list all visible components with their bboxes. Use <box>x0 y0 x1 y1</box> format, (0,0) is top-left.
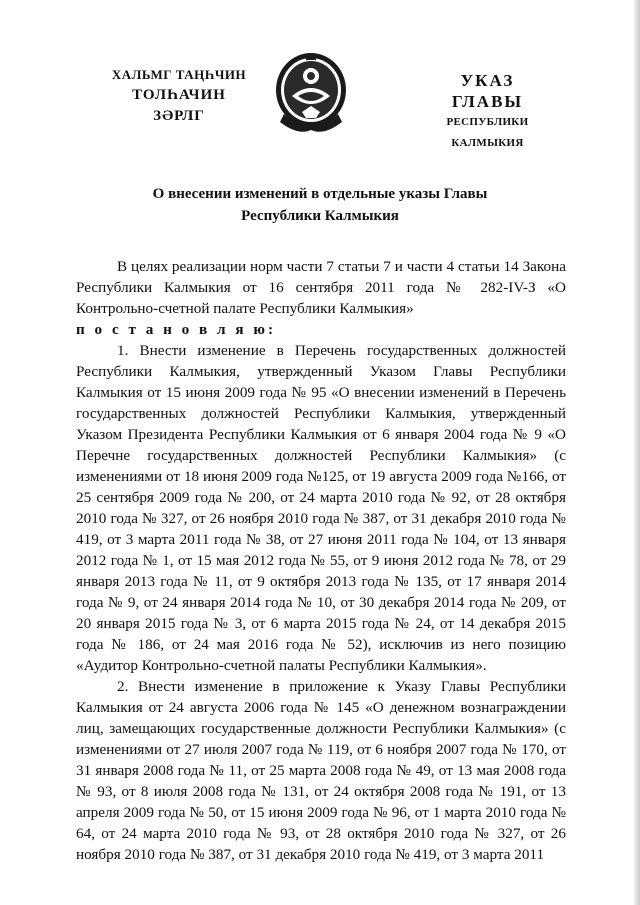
header-glavy: ГЛАВЫ <box>451 92 524 111</box>
title-line2: Республики Калмыкия <box>241 208 399 224</box>
header-russian <box>410 70 565 154</box>
header-kalmyk <box>104 64 254 127</box>
document-body <box>76 256 566 865</box>
document-title <box>110 183 530 227</box>
header-kalmyk-line1: ХАЛЬМГ ТАҢҺЧИН <box>111 67 247 82</box>
header-ukaz: УКАЗ <box>460 71 515 90</box>
item-1-paragraph: 1. Внести изменение в Перечень государственных должностей Республики Калмыкия, утвержденный Указом Главы Республики Калмыкия от 15 июня 2009 года № 95 «О внесении изменений в Перечень государственных должностей Республики Калмыкия, утвержденный Указом Президента Республики Калмыкия от 6 января 2004 года № 9 «О Перечне государственных должностей Республики Калмыкия» (с изменениями от 18 июня 2009 года №125, от 19 августа 2009 года №166, от 25 сентября 2009 года № 200, от 24 марта 2010 года № 92, от 28 октября 2010 года № 327, от 26 ноября 2010 года № 387, от 31 декабря 2010 года № 419, от 3 марта 2011 года № 38, от 27 июня 2011 года № 104, от 13 января 2012 года № 1, от 15 мая 2012 года № 55, от 9 июня 2012 года № 78, от 29 января 2013 года № 11, от 9 октября 2013 года № 135, от 17 января 2014 года № 9, от 24 января 2014 года № 10, от 30 декабря 2014 года № 209, от 20 января 2015 года № 3, от 6 марта 2015 года № 24, от 14 декабря 2015 года № 186, от 24 мая 2016 года № 52), исключив из него позицию «Аудитор Контрольно-счетной палаты Республики Калмыкия». <box>76 342 566 674</box>
item-2-paragraph: 2. Внести изменение в приложение к Указу Главы Республики Калмыкия от 24 августа 2006 года № 145 «О денежном вознаграждении лиц, замещающих государственные должности Республики Калмыкия» (с изменениями от 27 июля 2007 года № 119, от 6 ноября 2007 года № 170, от 31 января 2008 года № 11, от 25 марта 2008 года № 49, от 13 мая 2008 года № 93, от 8 июля 2008 года № 131, от 24 октября 2008 года № 191, от 13 апреля 2009 года № 50, от 15 июня 2009 года № 96, от 1 марта 2010 года № 64, от 24 марта 2010 года № 93, от 28 октября 2010 года № 327, от 26 ноября 2010 года № 387, от 31 декабря 2010 года № 419, от 3 марта 2011 <box>76 678 566 863</box>
title-line1: О внесении изменений в отдельные указы Главы <box>152 186 488 202</box>
decree-word: п о с т а н о в л я ю: <box>76 321 277 338</box>
header-republic: РЕСПУБЛИКИ КАЛМЫКИЯ <box>446 116 529 149</box>
header-kalmyk-line2: ТОЛҺАЧИН <box>132 87 226 103</box>
header-kalmyk-line3: ЗӘРЛГ <box>153 108 205 124</box>
page-edge-shadow <box>634 0 640 905</box>
preamble-paragraph: В целях реализации норм части 7 статьи 7 и части 4 статьи 14 Закона Республики Калмыкия от 16 сентября 2011 года № 282-IV-З «О Контрольно-счетной палате Республики Калмыкия» <box>76 258 566 317</box>
kalmykia-coat-of-arms-icon <box>272 50 350 136</box>
